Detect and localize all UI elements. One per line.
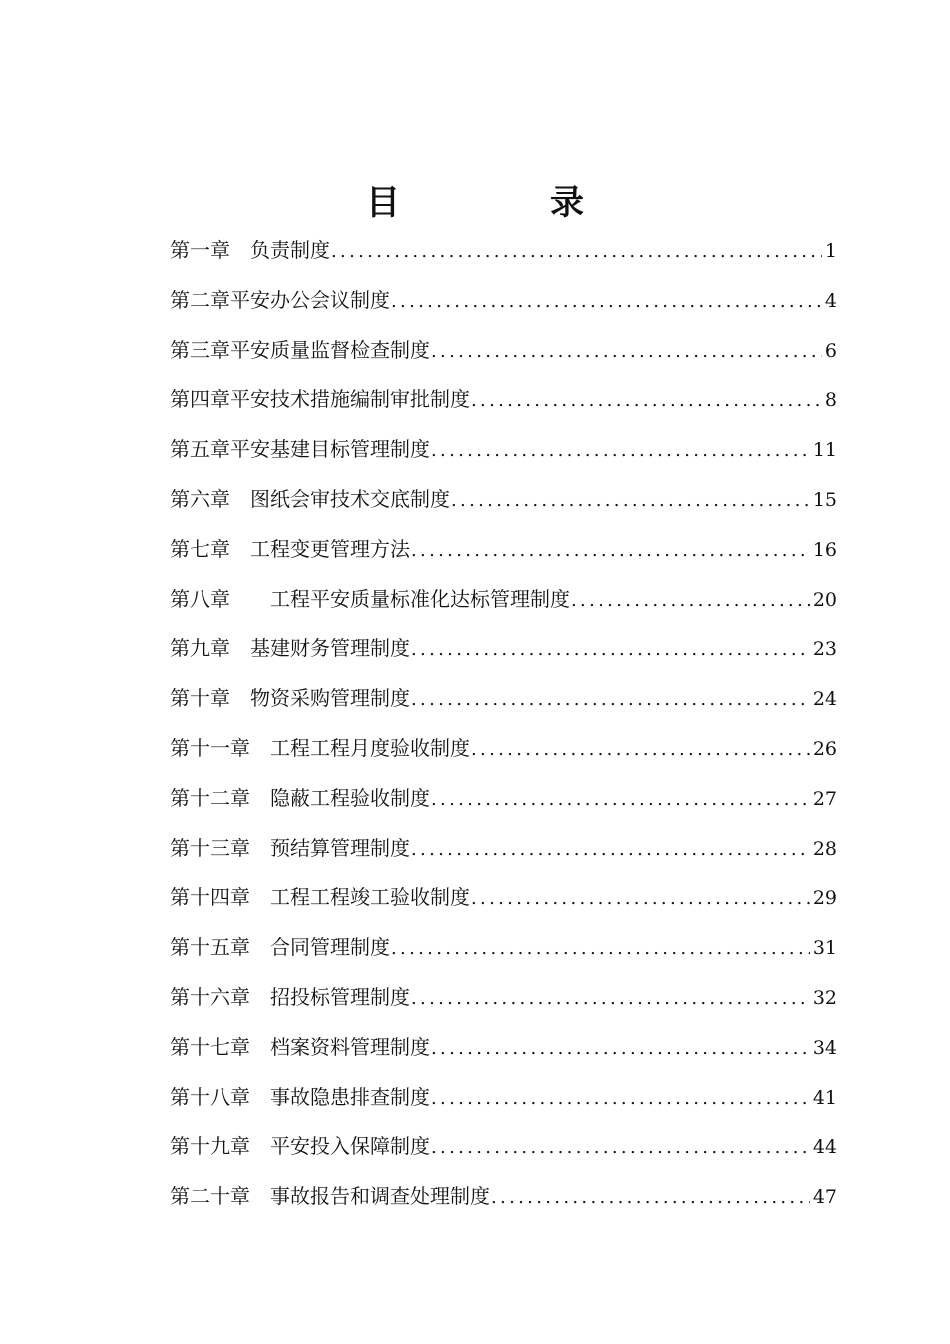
toc-gap [250,1073,270,1123]
toc-gap [230,575,270,625]
toc-chapter-number: 第十三章 [170,835,250,860]
toc-page-number: 20 [812,588,837,611]
toc-chapter-name: 平安投入保障制度 [270,1134,430,1159]
toc-leader-dots [391,924,810,974]
toc-entry[interactable] [170,226,837,276]
toc-gap [230,475,250,525]
toc-page-number: 41 [812,1086,837,1109]
toc-page-number: 34 [812,1036,837,1059]
toc-chapter-number: 第四章 [170,387,230,412]
toc-entry[interactable] [170,326,837,376]
toc-page-number: 8 [824,389,837,412]
toc-entry[interactable] [170,973,837,1023]
toc-gap [250,873,270,923]
toc-gap [250,724,270,774]
toc-leader-dots [431,327,822,377]
toc-chapter-name: 工程变更管理方法 [250,536,410,561]
toc-entry[interactable] [170,724,837,774]
toc-gap [250,973,270,1023]
toc-chapter-number: 第十六章 [170,984,250,1009]
toc-leader-dots [331,227,822,277]
toc-gap [250,923,270,973]
toc-chapter-name: 平安办公会议制度 [230,287,390,312]
toc-chapter-name: 工程工程月度验收制度 [270,735,470,760]
toc-gap [230,624,250,674]
toc-page-number: 4 [824,289,837,312]
toc-chapter-name: 工程平安质量标准化达标管理制度 [270,586,570,611]
toc-chapter-name: 图纸会审技术交底制度 [250,486,450,511]
toc-chapter-number: 第九章 [170,636,230,661]
toc-page-number: 28 [812,837,837,860]
toc-entry[interactable] [170,774,837,824]
toc-chapter-number: 第二十章 [170,1184,250,1209]
toc-page-number: 24 [812,688,837,711]
toc-entry[interactable] [170,824,837,874]
toc-page-number: 44 [812,1136,837,1159]
toc-chapter-number: 第三章 [170,337,230,362]
toc-chapter-number: 第十二章 [170,785,250,810]
toc-chapter-number: 第十四章 [170,885,250,910]
toc-entry[interactable] [170,475,837,525]
toc-leader-dots [491,1173,810,1223]
toc-leader-dots [411,825,810,875]
toc-leader-dots [411,675,810,725]
toc-leader-dots [451,476,810,526]
toc-entry[interactable] [170,525,837,575]
toc-leader-dots [431,1074,810,1124]
toc-leader-dots [471,874,810,924]
toc-chapter-name: 负责制度 [250,238,330,262]
toc-leader-dots [411,625,810,675]
toc-chapter-name: 合同管理制度 [270,935,390,960]
toc-entry[interactable] [170,1122,837,1172]
toc-leader-dots [411,526,810,576]
toc-gap [230,226,250,276]
toc-leader-dots [431,426,810,476]
toc-page-number: 31 [812,937,837,960]
toc-chapter-number: 第十七章 [170,1034,250,1059]
toc-chapter-number: 第十五章 [170,935,250,960]
toc-chapter-number: 第二章 [170,287,230,312]
toc-page-number: 29 [812,887,837,910]
toc-gap [230,674,250,724]
toc-leader-dots [411,974,810,1024]
toc-chapter-number: 第十章 [170,686,230,711]
toc-page-number: 27 [812,787,837,810]
toc-chapter-number: 第十八章 [170,1084,250,1109]
toc-chapter-name: 平安技术措施编制审批制度 [230,387,470,412]
toc-gap [230,525,250,575]
toc-entry[interactable] [170,624,837,674]
toc-chapter-name: 预结算管理制度 [270,835,410,860]
toc-leader-dots [391,277,822,327]
toc-entry[interactable] [170,1172,837,1222]
toc-gap [250,1023,270,1073]
toc-leader-dots [431,1123,810,1173]
toc-page-number: 32 [812,986,837,1009]
toc-chapter-number: 第十一章 [170,735,250,760]
toc-page-number: 47 [812,1186,837,1209]
toc-leader-dots [431,775,810,825]
toc-entry[interactable] [170,425,837,475]
toc-entry[interactable] [170,375,837,425]
toc-chapter-name: 档案资料管理制度 [270,1034,430,1059]
toc-page-number: 16 [812,538,837,561]
toc-chapter-name: 基建财务管理制度 [250,636,410,661]
toc-entry[interactable] [170,923,837,973]
toc-chapter-name: 招投标管理制度 [270,984,410,1009]
toc-gap [250,1122,270,1172]
toc-entry[interactable] [170,575,837,625]
toc-entry[interactable] [170,276,837,326]
toc-leader-dots [471,376,822,426]
toc-gap [250,1172,270,1222]
toc-entry[interactable] [170,1023,837,1073]
toc-chapter-name: 隐蔽工程验收制度 [270,785,430,810]
toc-leader-dots [571,576,810,626]
toc-chapter-name: 事故报告和调查处理制度 [270,1184,490,1209]
toc-title: 目 录 [366,183,642,223]
toc-entry[interactable] [170,873,837,923]
toc-page-number: 23 [812,638,837,661]
toc-gap [250,824,270,874]
toc-gap [250,774,270,824]
toc-page-number: 15 [812,488,837,511]
toc-chapter-name: 工程工程竣工验收制度 [270,885,470,910]
toc-chapter-number: 第八章 [170,586,230,611]
toc-leader-dots [471,725,810,775]
toc-chapter-number: 第五章 [170,437,230,462]
toc-chapter-name: 平安质量监督检查制度 [230,337,430,362]
toc-chapter-number: 第六章 [170,486,230,511]
toc-leader-dots [431,1024,810,1074]
toc-chapter-name: 平安基建目标管理制度 [230,437,430,462]
toc-page-number: 26 [812,737,837,760]
toc-page-number: 11 [812,439,837,462]
toc-list [170,226,837,1222]
toc-page-number: 1 [824,240,837,262]
toc-chapter-name: 事故隐患排查制度 [270,1084,430,1109]
toc-chapter-number: 第七章 [170,536,230,561]
toc-entry[interactable] [170,674,837,724]
toc-entry[interactable] [170,1073,837,1123]
toc-page-number: 6 [824,339,837,362]
toc-chapter-number: 第十九章 [170,1134,250,1159]
toc-chapter-number: 第一章 [170,238,230,262]
toc-chapter-name: 物资采购管理制度 [250,686,410,711]
